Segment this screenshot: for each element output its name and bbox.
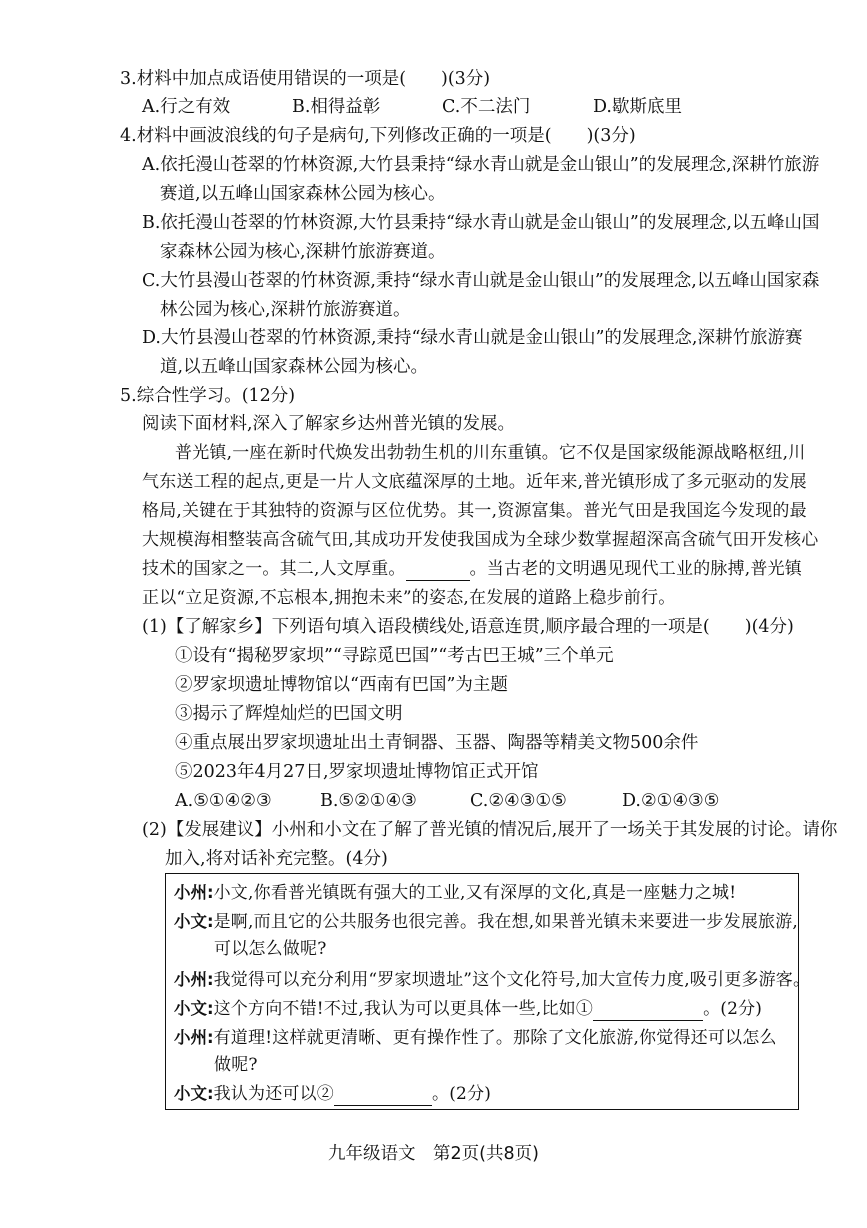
q5-stem: 5.综合性学习。(12分)	[120, 386, 296, 406]
q5-sub1-item-2: ②罗家坝遗址博物馆以“西南有巴国”为主题	[175, 675, 508, 695]
dialog-text-cont: 可以怎么做呢?	[214, 939, 327, 959]
q5-sub1-item-5: ⑤2023年4月27日,罗家坝遗址博物馆正式开馆	[175, 762, 539, 782]
dialog-text-cont: 做呢?	[214, 1055, 258, 1075]
dialog-line-5	[174, 1026, 777, 1050]
dialog-line-2	[174, 910, 798, 934]
dialog-text: 有道理!这样就更清晰、更有操作性了。那除了文化旅游,你觉得还可以怎么	[213, 1028, 777, 1048]
q5-sub1-option-d: D.②①④③⑤	[622, 791, 720, 811]
q4-stem: 4.材料中画波浪线的句子是病句,下列修改正确的一项是( )(3分)	[120, 126, 636, 146]
q4-option-d-line2: 道,以五峰山国家森林公园为核心。	[160, 357, 429, 377]
dialog-tail: 。(2分)	[703, 999, 763, 1019]
q3-stem: 3.材料中加点成语使用错误的一项是( )(3分)	[120, 69, 491, 89]
q5-sub1-item-3: ③揭示了辉煌灿烂的巴国文明	[175, 704, 403, 724]
dialog-line-4	[174, 997, 762, 1021]
q4-option-b-line1: B.依托漫山苍翠的竹林资源,大竹县秉持“绿水青山就是金山银山”的发展理念,以五峰山国	[142, 213, 820, 233]
speaker-xiaozhou: 小州:	[174, 883, 214, 902]
q5-sub1-item-1: ①设有“揭秘罗家坝”“寻踪觅巴国”“考古巴王城”三个单元	[175, 646, 614, 666]
q4-option-d-line1: D.大竹县漫山苍翠的竹林资源,秉持“绿水青山就是金山银山”的发展理念,深耕竹旅游赛	[142, 328, 803, 348]
q3-option-d: D.歇斯底里	[593, 97, 682, 117]
passage-line-1: 普光镇,一座在新时代焕发出勃勃生机的川东重镇。它不仅是国家级能源战略枢纽,川	[175, 443, 806, 463]
q3-option-b: B.相得益彰	[292, 97, 381, 117]
q5-sub1-stem: (1)【了解家乡】下列语句填入语段横线处,语意连贯,顺序最合理的一项是( )(4分)	[142, 617, 794, 637]
dialog-line-6	[174, 1082, 491, 1106]
dialog-line-1	[174, 881, 736, 905]
passage-line-5-text: 技术的国家之一。其二,人文厚重。	[142, 559, 406, 579]
q5-intro: 阅读下面材料,深入了解家乡达州普光镇的发展。	[142, 414, 516, 434]
q5-sub2-stem-line2: 加入,将对话补充完整。(4分)	[165, 849, 388, 869]
q4-option-a-line1: A.依托漫山苍翠的竹林资源,大竹县秉持“绿水青山就是金山银山”的发展理念,深耕竹旅游	[142, 155, 820, 175]
dialog-text: 这个方向不错!不过,我认为可以更具体一些,比如①	[213, 999, 594, 1019]
dialog-text: 我觉得可以充分利用“罗家坝遗址”这个文化符号,加大宣传力度,吸引更多游客。	[213, 970, 811, 990]
q5-sub1-option-b: B.⑤②①④③	[320, 791, 417, 811]
q4-option-c-line1: C.大竹县漫山苍翠的竹林资源,秉持“绿水青山就是金山银山”的发展理念,以五峰山国家森	[142, 271, 820, 291]
speaker-xiaozhou: 小州:	[174, 1028, 214, 1047]
speaker-xiaozhou: 小州:	[174, 970, 214, 989]
speaker-xiaowen: 小文:	[174, 1084, 214, 1103]
dialog-line-5-cont	[214, 1053, 258, 1077]
q4-option-c-line2: 林公园为核心,深耕竹旅游赛道。	[160, 300, 411, 320]
dialog-tail: 。(2分)	[432, 1084, 492, 1104]
q5-sub2-stem-line1: (2)【发展建议】小州和小文在了解了普光镇的情况后,展开了一场关于其发展的讨论。请你	[142, 820, 838, 840]
dialog-line-2-cont	[214, 937, 327, 961]
passage-line-4: 大规模海相整装高含硫气田,其成功开发使我国成为全球少数掌握超深高含硫气田开发核心	[142, 530, 819, 550]
q5-sub1-item-4: ④重点展出罗家坝遗址出土青铜器、玉器、陶器等精美文物500余件	[175, 733, 699, 753]
passage-line-3: 格局,关键在于其独特的资源与区位优势。其一,资源富集。普光气田是我国迄今发现的最	[142, 501, 807, 521]
q5-sub1-option-a: A.⑤①④②③	[175, 791, 272, 811]
speaker-xiaowen: 小文:	[174, 912, 214, 931]
q5-sub1-option-c: C.②④③①⑤	[470, 791, 567, 811]
dialog-box	[165, 873, 811, 1110]
passage-line-5-tail: 。当古老的文明遇见现代工业的脉搏,普光镇	[469, 559, 803, 579]
speaker-xiaowen: 小文:	[174, 999, 214, 1018]
answer-blank-1[interactable]	[593, 1000, 703, 1021]
q3-option-c: C.不二法门	[442, 97, 531, 117]
dialog-text: 是啊,而且它的公共服务也很完善。我在想,如果普光镇未来要进一步发展旅游,	[213, 912, 799, 932]
passage-line-6: 正以“立足资源,不忘根本,拥抱未来”的姿态,在发展的道路上稳步前行。	[142, 588, 676, 608]
dialog-text: 我认为还可以②	[213, 1084, 335, 1104]
dialog-line-3	[174, 968, 810, 992]
answer-blank-2[interactable]	[334, 1085, 432, 1106]
q4-option-a-line2: 赛道,以五峰山国家森林公园为核心。	[160, 184, 446, 204]
passage-line-5	[142, 557, 802, 581]
dialog-text: 小文,你看普光镇既有强大的工业,又有深厚的文化,真是一座魅力之城!	[213, 883, 737, 903]
passage-blank[interactable]	[406, 560, 470, 581]
q3-option-a: A.行之有效	[142, 97, 231, 117]
passage-line-2: 气东送工程的起点,更是一片人文底蕴深厚的土地。近年来,普光镇形成了多元驱动的发展	[142, 472, 807, 492]
page-footer: 九年级语文 第2页(共8页)	[328, 1144, 539, 1164]
q4-option-b-line2: 家森林公园为核心,深耕竹旅游赛道。	[160, 242, 446, 262]
